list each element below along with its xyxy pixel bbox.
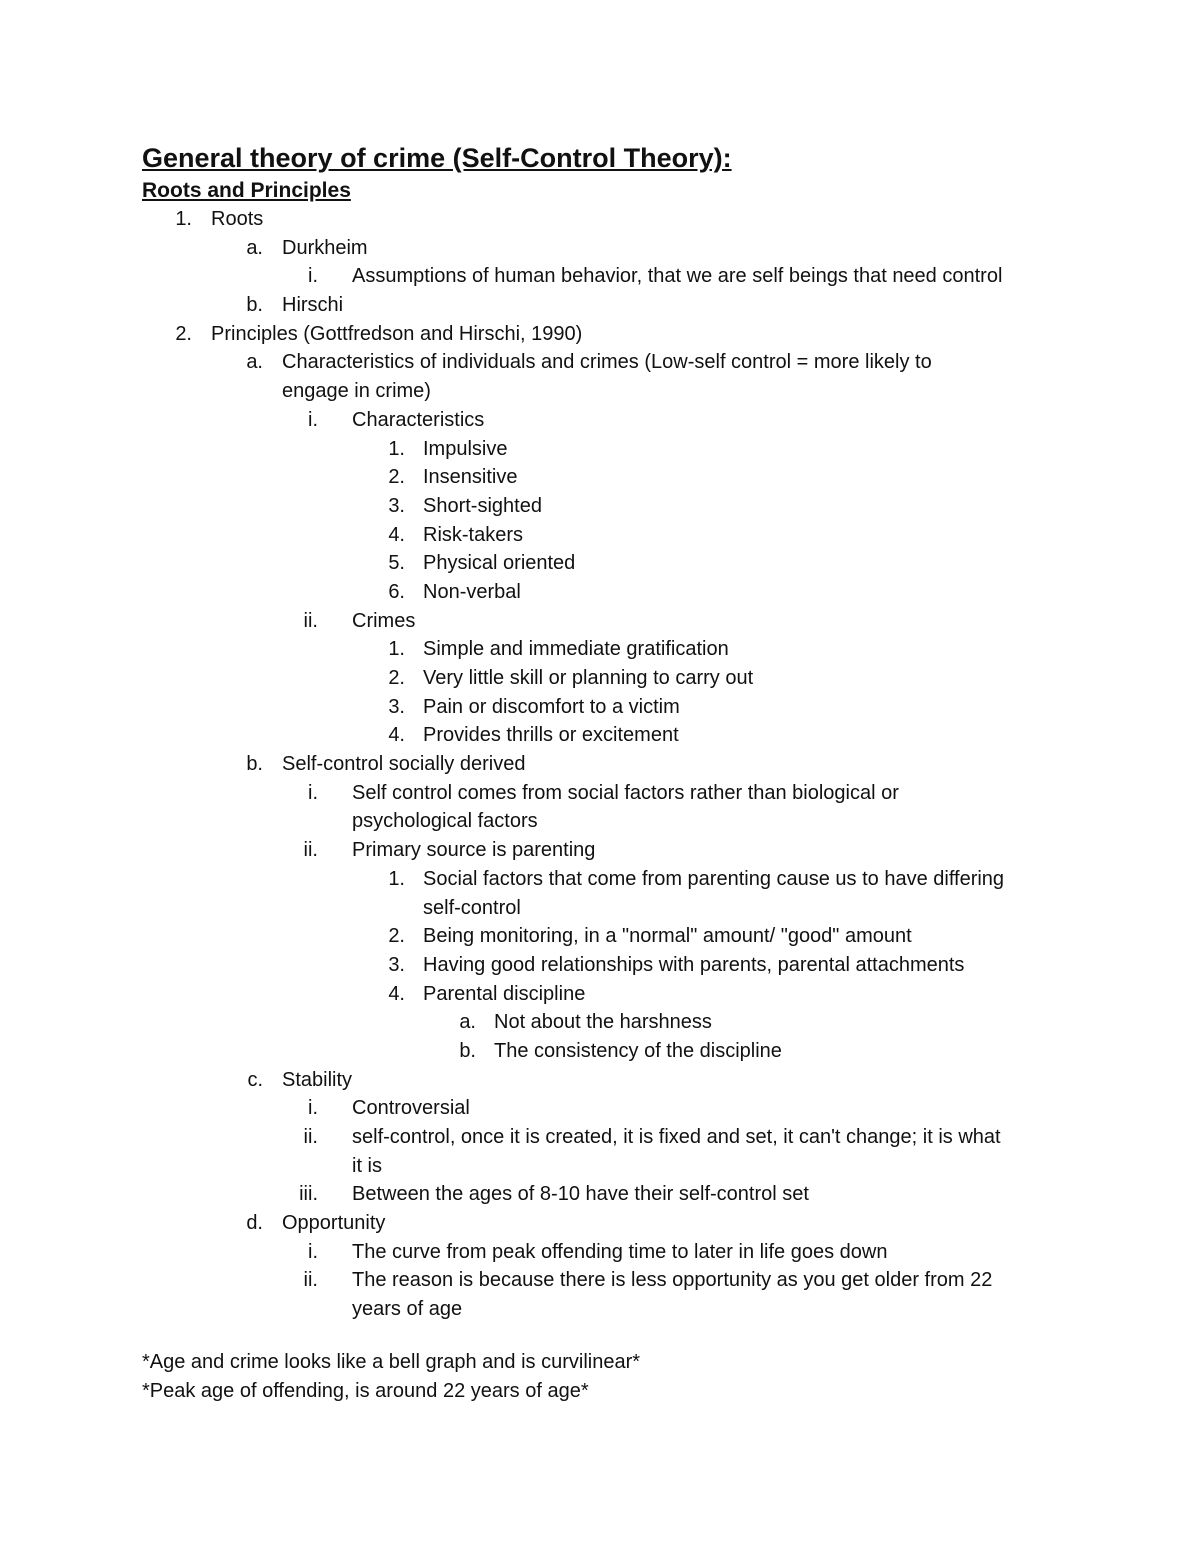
outline-item-text: Principles (Gottfredson and Hirschi, 1990) — [211, 322, 583, 345]
outline-item-text: Impulsive — [423, 437, 508, 460]
list-marker: d. — [246, 1212, 263, 1235]
outline-item-text: Crimes — [352, 609, 416, 632]
list-marker: 3. — [388, 953, 405, 976]
list-marker: a. — [459, 1011, 476, 1034]
outline-item — [0, 664, 1200, 693]
list-marker: 1. — [175, 208, 192, 230]
notes — [142, 1348, 640, 1406]
outline-item-text: Being monitoring, in a "normal" amount/ "good" amount — [423, 925, 912, 948]
outline-item — [0, 320, 1200, 349]
outline-item-text: Not about the harshness — [494, 1011, 712, 1034]
outline-item-text: Self control comes from social factors rather than biological or — [352, 781, 899, 804]
outline-item — [0, 521, 1200, 550]
outline-item-text: The consistency of the discipline — [494, 1039, 782, 1062]
outline-item-text: engage in crime) — [282, 380, 431, 403]
list-marker: i. — [308, 1097, 318, 1120]
list-marker: 3. — [388, 695, 405, 718]
list-marker: 1. — [388, 638, 405, 661]
list-marker: 4. — [388, 523, 405, 546]
outline-item — [0, 1238, 1200, 1267]
outline-item-text: it is — [352, 1154, 382, 1177]
outline-item — [0, 406, 1200, 435]
outline-item — [0, 1266, 1200, 1295]
list-marker: i. — [308, 1240, 318, 1263]
outline-item — [0, 894, 1200, 923]
outline-item — [0, 1209, 1200, 1238]
list-marker: ii. — [303, 1269, 318, 1292]
list-marker: i. — [308, 408, 318, 431]
outline-item-text: Assumptions of human behavior, that we are self beings that need control — [352, 265, 1003, 288]
outline-item — [0, 205, 1200, 234]
outline-item-text: Roots — [211, 208, 264, 230]
outline-item-text: Durkheim — [282, 236, 368, 259]
list-marker: b. — [459, 1039, 476, 1062]
outline-item — [0, 1066, 1200, 1095]
outline-item-text: The reason is because there is less opportunity as you get older from 22 — [352, 1269, 993, 1292]
outline-item-text: Short-sighted — [423, 494, 542, 517]
list-marker: 3. — [388, 494, 405, 517]
note-line: *Age and crime looks like a bell graph and is curvilinear* — [142, 1351, 641, 1373]
list-marker: iii. — [299, 1183, 318, 1206]
outline-item-text: self-control, once it is created, it is fixed and set, it can't change; it is what — [352, 1126, 1001, 1148]
note-line: *Peak age of offending, is around 22 years of age* — [142, 1380, 589, 1402]
outline-item-text: Provides thrills or excitement — [423, 724, 679, 747]
outline-item-text: Hirschi — [282, 294, 344, 317]
list-marker: 6. — [388, 580, 405, 603]
document-title: General theory of crime (Self-Control Theory): — [142, 143, 732, 173]
list-marker: b. — [246, 753, 263, 776]
list-marker: 1. — [388, 437, 405, 460]
outline-item-text: Primary source is parenting — [352, 839, 596, 862]
outline-item-text: Pain or discomfort to a victim — [423, 695, 680, 718]
outline-item-text: Insensitive — [423, 466, 518, 489]
outline-item-text: Physical oriented — [423, 552, 576, 575]
list-marker: 4. — [388, 982, 405, 1005]
outline-item — [0, 865, 1200, 894]
outline-item — [0, 980, 1200, 1009]
outline-item-text: Stability — [282, 1068, 353, 1091]
outline-item — [0, 807, 1200, 836]
outline-item-text: psychological factors — [352, 810, 538, 833]
outline-item — [0, 291, 1200, 320]
list-marker: a. — [246, 236, 263, 259]
list-marker: 4. — [388, 724, 405, 747]
outline-item-text: Having good relationships with parents, parental attachments — [423, 953, 965, 976]
outline-item — [0, 262, 1200, 291]
outline-item-text: Very little skill or planning to carry out — [423, 667, 754, 689]
outline-item — [0, 492, 1200, 521]
outline-item — [0, 348, 1200, 377]
outline-item — [0, 750, 1200, 779]
list-marker: i. — [308, 781, 318, 804]
list-marker: c. — [247, 1068, 263, 1091]
outline-item-text: Between the ages of 8-10 have their self-control set — [352, 1183, 809, 1206]
outline-item-text: Risk-takers — [423, 523, 524, 546]
list-marker: a. — [246, 351, 263, 374]
outline-item — [0, 1180, 1200, 1209]
list-marker: i. — [308, 265, 318, 288]
outline-item-text: The curve from peak offending time to later in life goes down — [352, 1240, 888, 1263]
list-marker: 1. — [388, 867, 405, 890]
outline-item — [0, 549, 1200, 578]
outline-list — [0, 205, 1200, 1324]
outline-item — [0, 463, 1200, 492]
outline-item — [0, 578, 1200, 607]
list-marker: ii. — [303, 839, 318, 862]
outline-item-text: self-control — [423, 896, 521, 919]
list-marker: ii. — [303, 1126, 318, 1148]
outline-item — [0, 1123, 1200, 1152]
outline-item — [0, 1037, 1200, 1066]
outline-item-text: Social factors that come from parenting cause us to have differing — [423, 867, 1005, 890]
outline-item — [0, 635, 1200, 664]
outline-item — [0, 721, 1200, 750]
outline-item — [0, 1094, 1200, 1123]
outline-item-text: Characteristics of individuals and crimes (Low-self control = more likely to — [282, 351, 932, 374]
outline-item — [0, 1152, 1200, 1181]
outline-item — [0, 377, 1200, 406]
outline-item-text: Non-verbal — [423, 580, 521, 603]
list-marker: 2. — [388, 925, 405, 948]
outline-item — [0, 693, 1200, 722]
outline-item-text: Opportunity — [282, 1212, 386, 1235]
outline-item-text: Simple and immediate gratification — [423, 638, 729, 661]
outline-item-text: Characteristics — [352, 408, 485, 431]
outline-item — [0, 607, 1200, 636]
outline-item — [0, 836, 1200, 865]
outline-item — [0, 435, 1200, 464]
outline-item-text: Controversial — [352, 1097, 470, 1120]
outline-item-text: years of age — [352, 1298, 463, 1321]
list-marker: 2. — [388, 466, 405, 489]
list-marker: ii. — [303, 609, 318, 632]
outline-item — [0, 922, 1200, 951]
outline-item — [0, 1008, 1200, 1037]
list-marker: 2. — [175, 322, 192, 345]
outline-item — [0, 234, 1200, 263]
outline-item-text: Self-control socially derived — [282, 753, 526, 776]
list-marker: b. — [246, 294, 263, 317]
list-marker: 5. — [388, 552, 405, 575]
outline-item — [0, 779, 1200, 808]
list-marker: 2. — [388, 667, 405, 689]
section-heading: Roots and Principles — [142, 179, 351, 202]
outline-item — [0, 951, 1200, 980]
outline-item-text: Parental discipline — [423, 982, 586, 1005]
outline-item — [0, 1295, 1200, 1324]
